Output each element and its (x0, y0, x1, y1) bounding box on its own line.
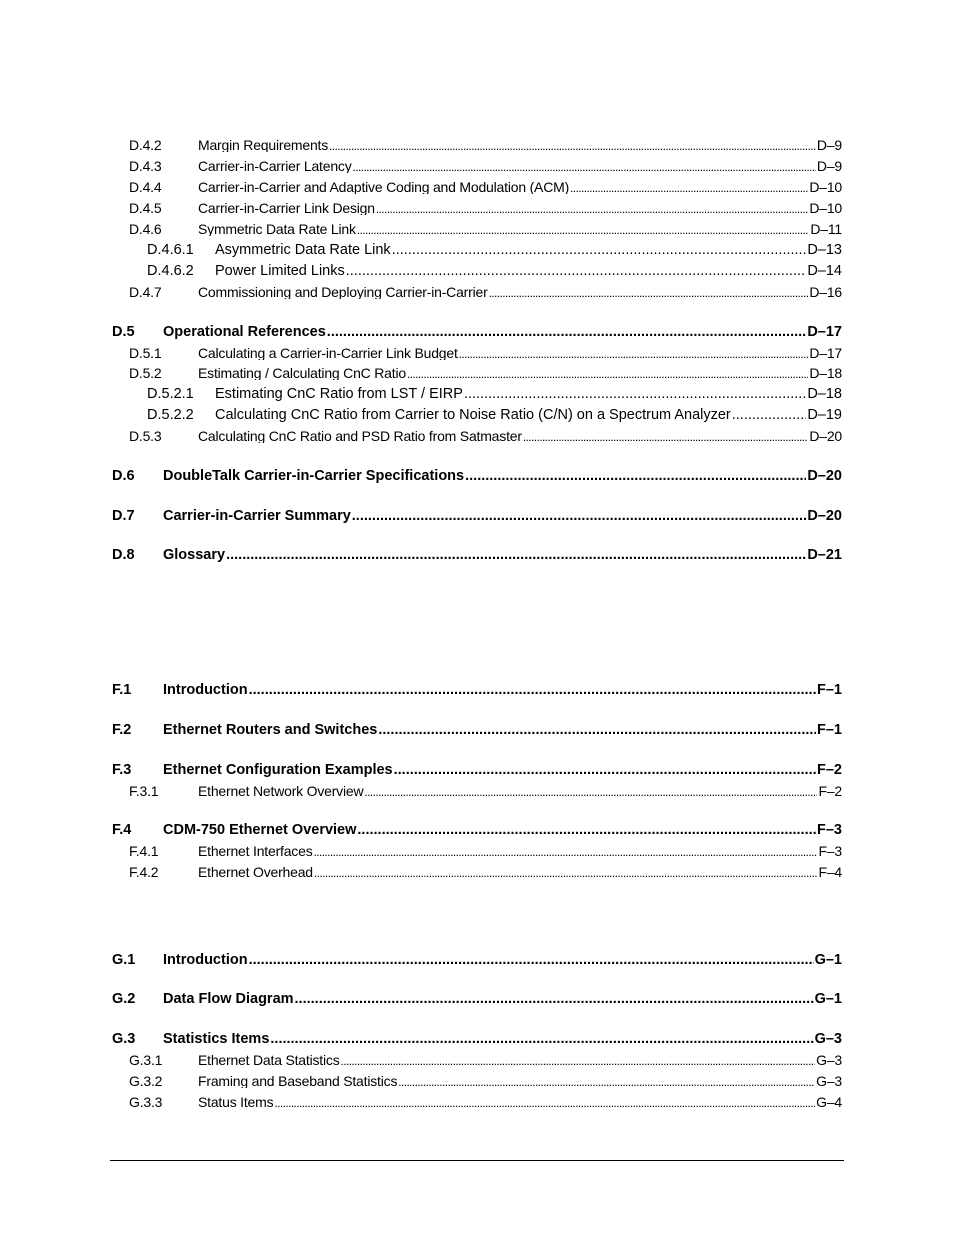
toc-entry-level-2[interactable] (129, 180, 842, 194)
toc-entry-title: Introduction (163, 683, 248, 698)
toc-entry-level-2[interactable] (129, 844, 842, 858)
toc-entry-level-1[interactable] (112, 683, 842, 698)
toc-entry-number: F.1 (112, 683, 132, 698)
toc-entry-level-1[interactable] (112, 763, 842, 778)
toc-entry-level-2[interactable] (129, 138, 842, 152)
toc-entry-level-1[interactable] (112, 992, 842, 1007)
toc-entry-page-number: D–21 (807, 548, 842, 563)
toc-entry-title: Glossary (163, 548, 226, 563)
toc-entry-title: Estimating CnC Ratio from LST / EIRP (215, 387, 463, 402)
toc-entry-level-1[interactable] (112, 509, 842, 524)
toc-entry-number: D.4.5 (129, 201, 162, 215)
toc-entry-number: D.4.7 (129, 285, 162, 299)
dot-leader (314, 846, 818, 858)
toc-entry-page-number: D–13 (807, 243, 842, 258)
toc-entry-title: Carrier-in-Carrier and Adaptive Coding and Modulation (ACM) (198, 180, 570, 194)
toc-entry-number: D.5.3 (129, 429, 162, 443)
toc-entry-page-number: D–10 (809, 201, 842, 215)
toc-entry-title: Margin Requirements (198, 138, 329, 152)
toc-entry-title: Carrier-in-Carrier Summary (163, 509, 351, 524)
toc-entry-number: F.4.1 (129, 844, 159, 858)
dot-leader (352, 509, 807, 524)
dot-leader (378, 723, 816, 738)
toc-entry-number: D.5 (112, 325, 135, 340)
toc-entry-number: D.7 (112, 509, 135, 524)
toc-entry-page-number: G–4 (816, 1095, 842, 1109)
toc-entry-title: Commissioning and Deploying Carrier-in-Carrier (198, 285, 488, 299)
dot-leader (341, 1055, 816, 1067)
toc-entry-level-1[interactable] (112, 723, 842, 738)
toc-entry-number: F.2 (112, 723, 132, 738)
toc-entry-number: D.4.3 (129, 159, 162, 173)
toc-entry-number: D.6 (112, 469, 135, 484)
toc-entry-level-3[interactable] (147, 243, 842, 258)
toc-entry-title: Power Limited Links (215, 264, 345, 279)
toc-entry-level-2[interactable] (129, 366, 842, 380)
toc-entry-number: D.5.1 (129, 346, 162, 360)
toc-entry-level-3[interactable] (147, 387, 842, 402)
toc-entry-level-2[interactable] (129, 429, 842, 443)
toc-entry-level-2[interactable] (129, 159, 842, 173)
toc-entry-title: Calculating CnC Ratio from Carrier to Noise Ratio (C/N) on a Spectrum Analyzer (215, 408, 731, 423)
toc-entry-title: Calculating a Carrier-in-Carrier Link Budget (198, 346, 458, 360)
toc-entry-number: G.3.2 (129, 1074, 163, 1088)
toc-entry-level-1[interactable] (112, 1032, 842, 1047)
toc-entry-number: D.4.6 (129, 222, 162, 236)
toc-entry-title: Status Items (198, 1095, 274, 1109)
toc-entry-page-number: G–1 (814, 992, 842, 1007)
toc-entry-title: Statistics Items (163, 1032, 270, 1047)
toc-entry-level-2[interactable] (129, 285, 842, 299)
toc-entry-page-number: G–3 (814, 1032, 842, 1047)
toc-entry-page-number: D–14 (807, 264, 842, 279)
toc-entry-page-number: D–16 (809, 285, 842, 299)
toc-entry-number: F.3 (112, 763, 132, 778)
toc-entry-number: F.4 (112, 823, 132, 838)
toc-entry-title: Asymmetric Data Rate Link (215, 243, 391, 258)
toc-entry-page-number: D–10 (809, 180, 842, 194)
toc-entry-title: Ethernet Routers and Switches (163, 723, 378, 738)
toc-entry-number: D.8 (112, 548, 135, 563)
toc-entry-page-number: D–17 (807, 325, 842, 340)
toc-entry-page-number: D–17 (809, 346, 842, 360)
dot-leader (314, 867, 818, 879)
toc-entry-number: G.1 (112, 953, 136, 968)
toc-entry-level-1[interactable] (112, 548, 842, 563)
toc-entry-number: G.3 (112, 1032, 136, 1047)
toc-entry-page-number: D–19 (807, 408, 842, 423)
dot-leader (732, 408, 807, 423)
dot-leader (327, 325, 807, 340)
toc-entry-number: D.5.2.1 (147, 387, 194, 402)
dot-leader (398, 1076, 815, 1088)
toc-entry-number: D.5.2.2 (147, 408, 194, 423)
dot-leader (226, 548, 806, 563)
toc-entry-level-2[interactable] (129, 784, 842, 798)
dot-leader (353, 161, 816, 173)
dot-leader (407, 368, 808, 380)
toc-entry-number: D.4.2 (129, 138, 162, 152)
toc-entry-title: Carrier-in-Carrier Link Design (198, 201, 375, 215)
toc-entry-number: D.5.2 (129, 366, 162, 380)
toc-entry-title: Data Flow Diagram (163, 992, 294, 1007)
toc-entry-page-number: D–20 (807, 509, 842, 524)
dot-leader (464, 387, 806, 402)
toc-entry-page-number: G–3 (816, 1053, 842, 1067)
toc-entry-title: Ethernet Overhead (198, 865, 313, 879)
dot-leader (376, 203, 809, 215)
dot-leader (465, 469, 806, 484)
toc-entry-title: Ethernet Interfaces (198, 844, 313, 858)
toc-entry-number: F.3.1 (129, 784, 159, 798)
toc-entry-level-2[interactable] (129, 222, 842, 236)
toc-entry-page-number: F–2 (817, 763, 842, 778)
toc-entry-level-2[interactable] (129, 865, 842, 879)
toc-entry-level-2[interactable] (129, 1074, 842, 1088)
dot-leader (270, 1032, 813, 1047)
toc-entry-title: Introduction (163, 953, 248, 968)
toc-entry-number: D.4.6.2 (147, 264, 194, 279)
toc-entry-level-1[interactable] (112, 469, 842, 484)
footer-rule (110, 1160, 844, 1161)
toc-entry-title: Symmetric Data Rate Link (198, 222, 356, 236)
toc-entry-title: DoubleTalk Carrier-in-Carrier Specifications (163, 469, 465, 484)
toc-entry-title: Carrier-in-Carrier Latency (198, 159, 352, 173)
dot-leader (459, 348, 809, 360)
toc-entry-page-number: G–1 (814, 953, 842, 968)
toc-entry-page-number: F–1 (817, 723, 842, 738)
dot-leader (346, 264, 807, 279)
dot-leader (523, 431, 809, 443)
toc-entry-title: Framing and Baseband Statistics (198, 1074, 398, 1088)
dot-leader (570, 182, 808, 194)
toc-entry-page-number: D–20 (809, 429, 842, 443)
dot-leader (329, 140, 816, 152)
dot-leader (249, 683, 816, 698)
toc-entry-number: G.2 (112, 992, 136, 1007)
toc-entry-level-3[interactable] (147, 408, 842, 423)
toc-entry-page-number: F–4 (818, 865, 842, 879)
toc-entry-level-1[interactable] (112, 953, 842, 968)
toc-entry-number: F.4.2 (129, 865, 159, 879)
toc-entry-number: D.4.4 (129, 180, 162, 194)
toc-entry-page-number: F–3 (817, 823, 842, 838)
toc-entry-title: CDM-750 Ethernet Overview (163, 823, 357, 838)
toc-entry-number: G.3.3 (129, 1095, 163, 1109)
toc-entry-level-2[interactable] (129, 1053, 842, 1067)
dot-leader (249, 953, 814, 968)
toc-entry-title: Ethernet Data Statistics (198, 1053, 340, 1067)
toc-entry-page-number: F–3 (818, 844, 842, 858)
toc-entry-number: G.3.1 (129, 1053, 163, 1067)
toc-entry-page-number: D–18 (807, 387, 842, 402)
toc-entry-title: Calculating CnC Ratio and PSD Ratio from Satmaster (198, 429, 522, 443)
toc-entry-page-number: D–18 (809, 366, 842, 380)
toc-entry-title: Operational References (163, 325, 326, 340)
toc-entry-level-2[interactable] (129, 1095, 842, 1109)
toc-entry-level-2[interactable] (129, 201, 842, 215)
dot-leader (489, 287, 809, 299)
toc-entry-page-number: F–2 (818, 784, 842, 798)
toc-entry-page-number: D–9 (816, 159, 842, 173)
toc-entry-page-number: D–20 (807, 469, 842, 484)
toc-entry-level-3[interactable] (147, 264, 842, 279)
toc-entry-page-number: D–11 (810, 222, 842, 236)
toc-entry-page-number: G–3 (816, 1074, 842, 1088)
toc-entry-title: Ethernet Configuration Examples (163, 763, 393, 778)
toc-entry-level-2[interactable] (129, 346, 842, 360)
toc-entry-level-1[interactable] (112, 325, 842, 340)
toc-entry-page-number: F–1 (817, 683, 842, 698)
dot-leader (394, 763, 816, 778)
dot-leader (392, 243, 807, 258)
toc-entry-level-1[interactable] (112, 823, 842, 838)
toc-entry-title: Estimating / Calculating CnC Ratio (198, 366, 406, 380)
dot-leader (274, 1097, 815, 1109)
dot-leader (357, 224, 810, 236)
dot-leader (357, 823, 816, 838)
toc-entry-title: Ethernet Network Overview (198, 784, 364, 798)
dot-leader (295, 992, 814, 1007)
toc-entry-number: D.4.6.1 (147, 243, 194, 258)
toc-entry-page-number: D–9 (816, 138, 842, 152)
dot-leader (364, 786, 817, 798)
